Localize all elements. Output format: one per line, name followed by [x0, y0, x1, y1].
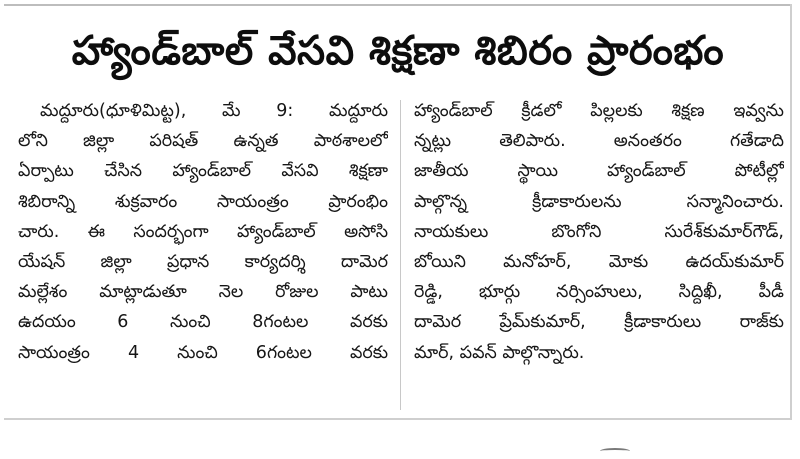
column-divider [400, 100, 401, 410]
article-line: హ్యాండ్‌బాల్ క్రీడలో పిల్లలకు శిక్షణ ఇవ్వను [414, 101, 784, 121]
article-line: నాయకులు బొంగోని సురేశ్‌కుమార్‌గౌడ్, [414, 221, 784, 242]
article-line: ఏర్పాటు చేసిన హ్యాండ్‌బాల్ వేసవి శిక్షణా [18, 161, 388, 182]
article-line: యేషన్ జిల్లా ప్రధాన కార్యదర్శి దామెర [18, 251, 388, 272]
article-line: మద్దూరు(ధూళిమిట్ట), మే 9: మద్దూరు [40, 101, 388, 121]
article-line: న్నట్లు తెలిపారు. అనంతరం గతేడాది [414, 131, 784, 152]
article-line: జాతీయ స్థాయి హ్యాండ్‌బాల్ పోటీల్లో [414, 161, 784, 182]
article-line: లోని జిల్లా పరిషత్ ఉన్నత పాఠశాలలో [18, 131, 388, 152]
article-headline: హ్యాండ్‌బాల్ వేసవి శిక్షణా శిబిరం ప్రారంభం [71, 28, 725, 74]
article-line: శిబిరాన్ని శుక్రవారం సాయంత్రం ప్రారంభిం [18, 191, 388, 212]
article-line: ఉదయం 6 నుంచి 8గంటల వరకు [18, 312, 388, 333]
article-line: దామెర ప్రేమ్‌కుమార్, క్రీడాకారులు రాజ్‌కు [414, 312, 784, 333]
clipping-right-edge [790, 4, 792, 420]
article-line: మార్, పవన్ పాల్గొన్నారు. [414, 342, 585, 363]
article-line: బోయిని మనోహర్, మోకు ఉదయ్‌కుమార్ [414, 251, 784, 272]
article-line: సాయంత్రం 4 నుంచి 6గంటల వరకు [18, 342, 388, 363]
article-line: చారు. ఈ సందర్భంగా హ్యాండ్‌బాల్ అసోసి [18, 221, 388, 242]
article-line: మల్లేశం మాట్లాడుతూ నెల రోజుల పాటు [18, 282, 388, 303]
clipping-top-edge [4, 4, 792, 6]
article-column-right [414, 96, 784, 418]
article-line: పాల్గొన్న క్రీడాకారులను సన్మానించారు. [414, 191, 784, 212]
article-line: రెడ్డి, భూర్గు నర్సింహులు, సిద్దిఖీ, పీడీ [414, 282, 784, 303]
article-column-left [18, 96, 388, 418]
clipping-bottom-edge [4, 418, 792, 420]
next-clipping-fragment [586, 448, 646, 459]
